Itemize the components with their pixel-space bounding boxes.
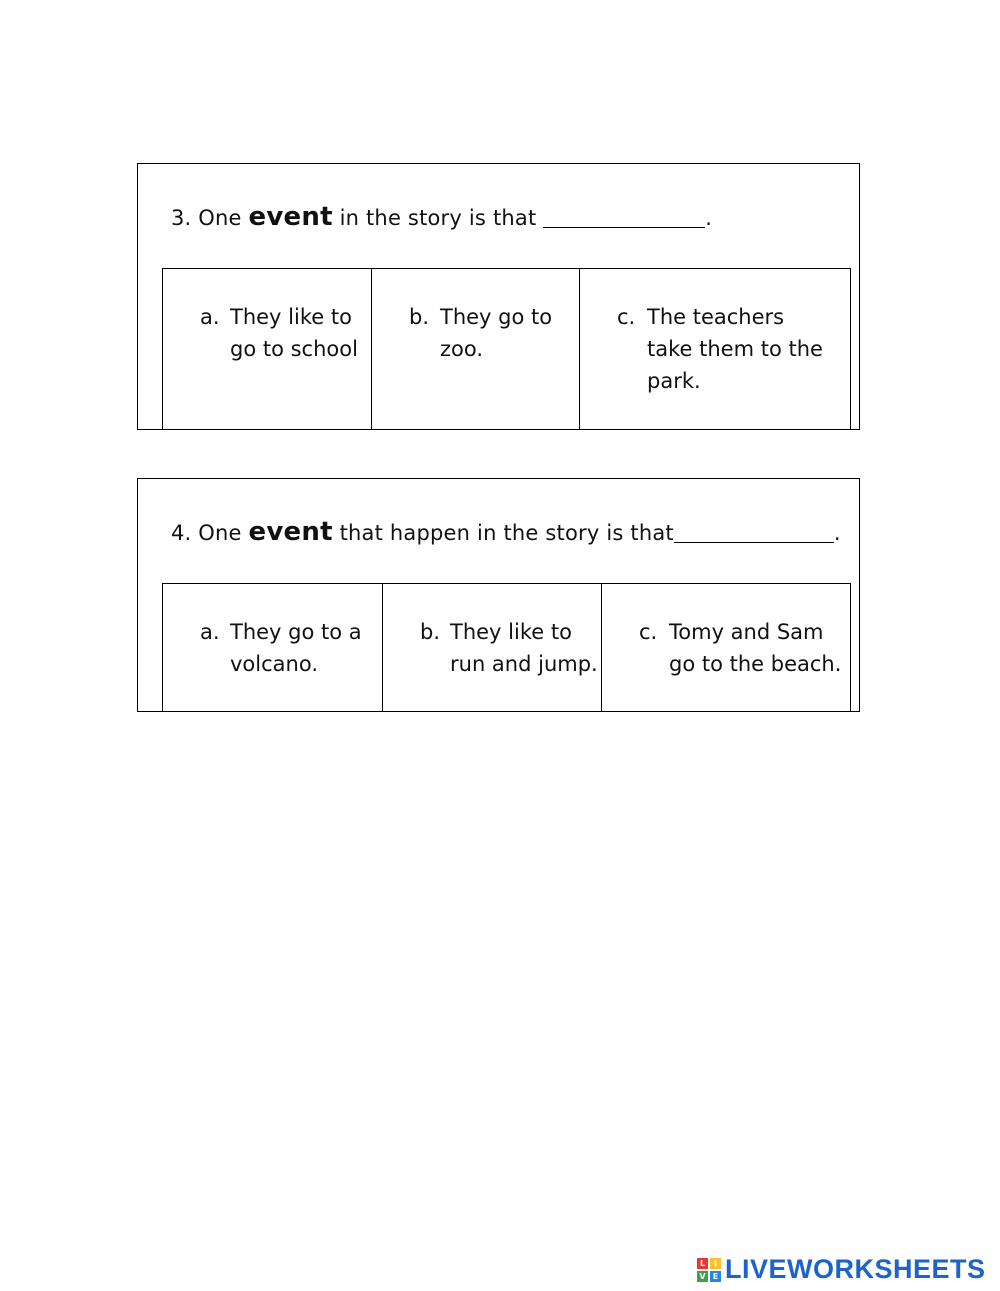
liveworksheets-logo <box>697 1254 986 1285</box>
logo-blocks-icon: L I V E <box>697 1258 721 1282</box>
options-row <box>162 583 851 711</box>
option-c[interactable]: c. The teachers take them to the park. <box>617 305 823 393</box>
answer-blank[interactable] <box>674 522 834 543</box>
option-b[interactable]: b. They go to zoo. <box>372 269 580 429</box>
question-3-box <box>137 163 860 430</box>
keyword: event <box>248 517 333 547</box>
option-c[interactable]: c. Tomy and Sam go to the beach. <box>639 620 842 676</box>
answer-blank[interactable] <box>543 207 705 228</box>
option-a[interactable]: a. They like to go to school <box>163 269 372 429</box>
keyword: event <box>248 202 333 232</box>
brand-name: LIVEWORKSHEETS <box>725 1254 986 1284</box>
question-4-text: 4. One event that happen in the story is that . <box>171 517 841 547</box>
question-3-text: 3. One event in the story is that . <box>171 202 713 232</box>
option-a[interactable]: a. They go to a volcano. <box>163 584 383 711</box>
options-row <box>162 268 851 429</box>
option-b[interactable]: b. They like to run and jump. <box>383 584 602 711</box>
question-4-box <box>137 478 860 712</box>
